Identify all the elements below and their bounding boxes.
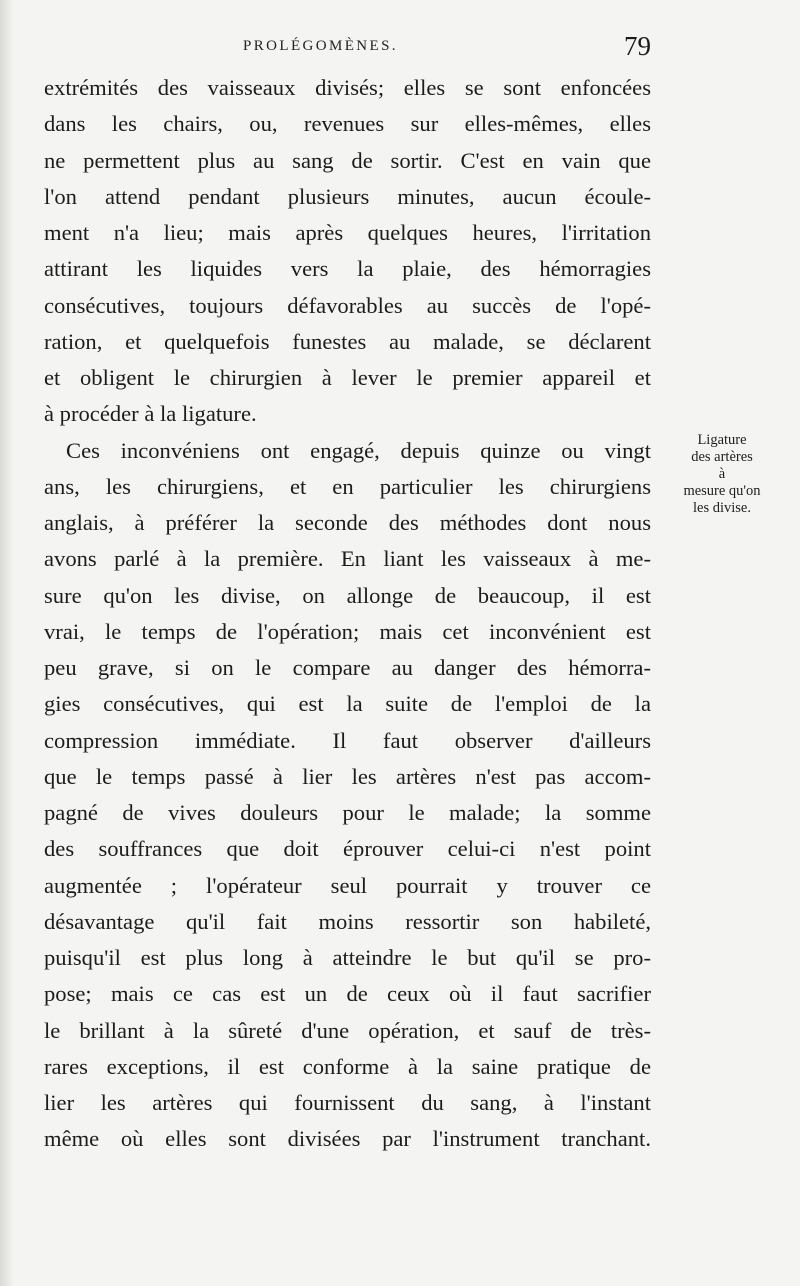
text-line: extrémités des vaisseaux divisés; elles se sont enfoncées: [44, 75, 651, 100]
margin-note-line: Ligature: [697, 432, 747, 448]
text-line: gies consécutives, qui est la suite de l'emploi de la: [44, 691, 651, 717]
text-line: avons parlé à la première. En liant les vaisseaux à me-: [44, 546, 651, 572]
text-line: compression immédiate. Il faut observer d'ailleurs: [44, 727, 651, 753]
text-line: sure qu'on les divise, on allonge de beaucoup, il est: [44, 582, 651, 608]
text-line: augmentée ; l'opérateur seul pourrait y trouver ce: [44, 872, 651, 898]
margin-note-line: des artères: [691, 449, 753, 465]
text-line: ment n'a lieu; mais après quelques heures, l'irritation: [44, 220, 651, 245]
paragraph-end-line: à procéder à la ligature.: [44, 401, 257, 427]
margin-note-line: à: [718, 466, 726, 482]
page-number: 79: [624, 31, 651, 61]
text-line: et obligent le chirurgien à lever le premier appareil et: [44, 365, 651, 390]
text-line: pagné de vives douleurs pour le malade; la somme: [44, 800, 651, 825]
text-line: l'on attend pendant plusieurs minutes, aucun écoule-: [44, 183, 651, 209]
text-line: dans les chairs, ou, revenues sur elles-mêmes, elles: [44, 111, 651, 137]
margin-note: [660, 432, 784, 517]
text-line: même où elles sont divisées par l'instrument tranchant.: [44, 1126, 651, 1152]
text-line: puisqu'il est plus long à atteindre le but qu'il se pro-: [44, 945, 651, 970]
paragraph-first-line: Ces inconvéniens ont engagé, depuis quinze ou vingt: [66, 437, 651, 463]
text-line: pose; mais ce cas est un de ceux où il faut sacrifier: [44, 981, 651, 1007]
text-line: ration, et quelquefois funestes au malade, se déclarent: [44, 328, 651, 354]
margin-note-line: mesure qu'on: [683, 483, 761, 499]
text-line: anglais, à préférer la seconde des méthodes dont nous: [44, 510, 651, 535]
text-line: consécutives, toujours défavorables au succès de l'opé-: [44, 292, 651, 318]
text-line: le brillant à la sûreté d'une opération, et sauf de très-: [44, 1017, 651, 1043]
page-edge-shadow: [0, 0, 14, 1286]
text-line: vrai, le temps de l'opération; mais cet inconvénient est: [44, 618, 651, 644]
text-line: des souffrances que doit éprouver celui-ci n'est point: [44, 836, 651, 862]
text-line: attirant les liquides vers la plaie, des hémorragies: [44, 256, 651, 282]
text-line: ans, les chirurgiens, et en particulier les chirurgiens: [44, 473, 651, 499]
text-line: rares exceptions, il est conforme à la saine pratique de: [44, 1053, 651, 1079]
text-line: que le temps passé à lier les artères n'est pas accom-: [44, 763, 651, 789]
text-line: lier les artères qui fournissent du sang, à l'instant: [44, 1090, 651, 1115]
body-text: [44, 70, 651, 1158]
running-head: PROLÉGOMÈNES.: [243, 38, 398, 54]
page-header: [46, 31, 651, 68]
margin-note-line: les divise.: [693, 500, 751, 516]
text-line: désavantage qu'il fait moins ressortir son habileté,: [44, 908, 651, 934]
text-line: peu grave, si on le compare au danger des hémorra-: [44, 655, 651, 680]
text-line: ne permettent plus au sang de sortir. C'est en vain que: [44, 147, 651, 173]
